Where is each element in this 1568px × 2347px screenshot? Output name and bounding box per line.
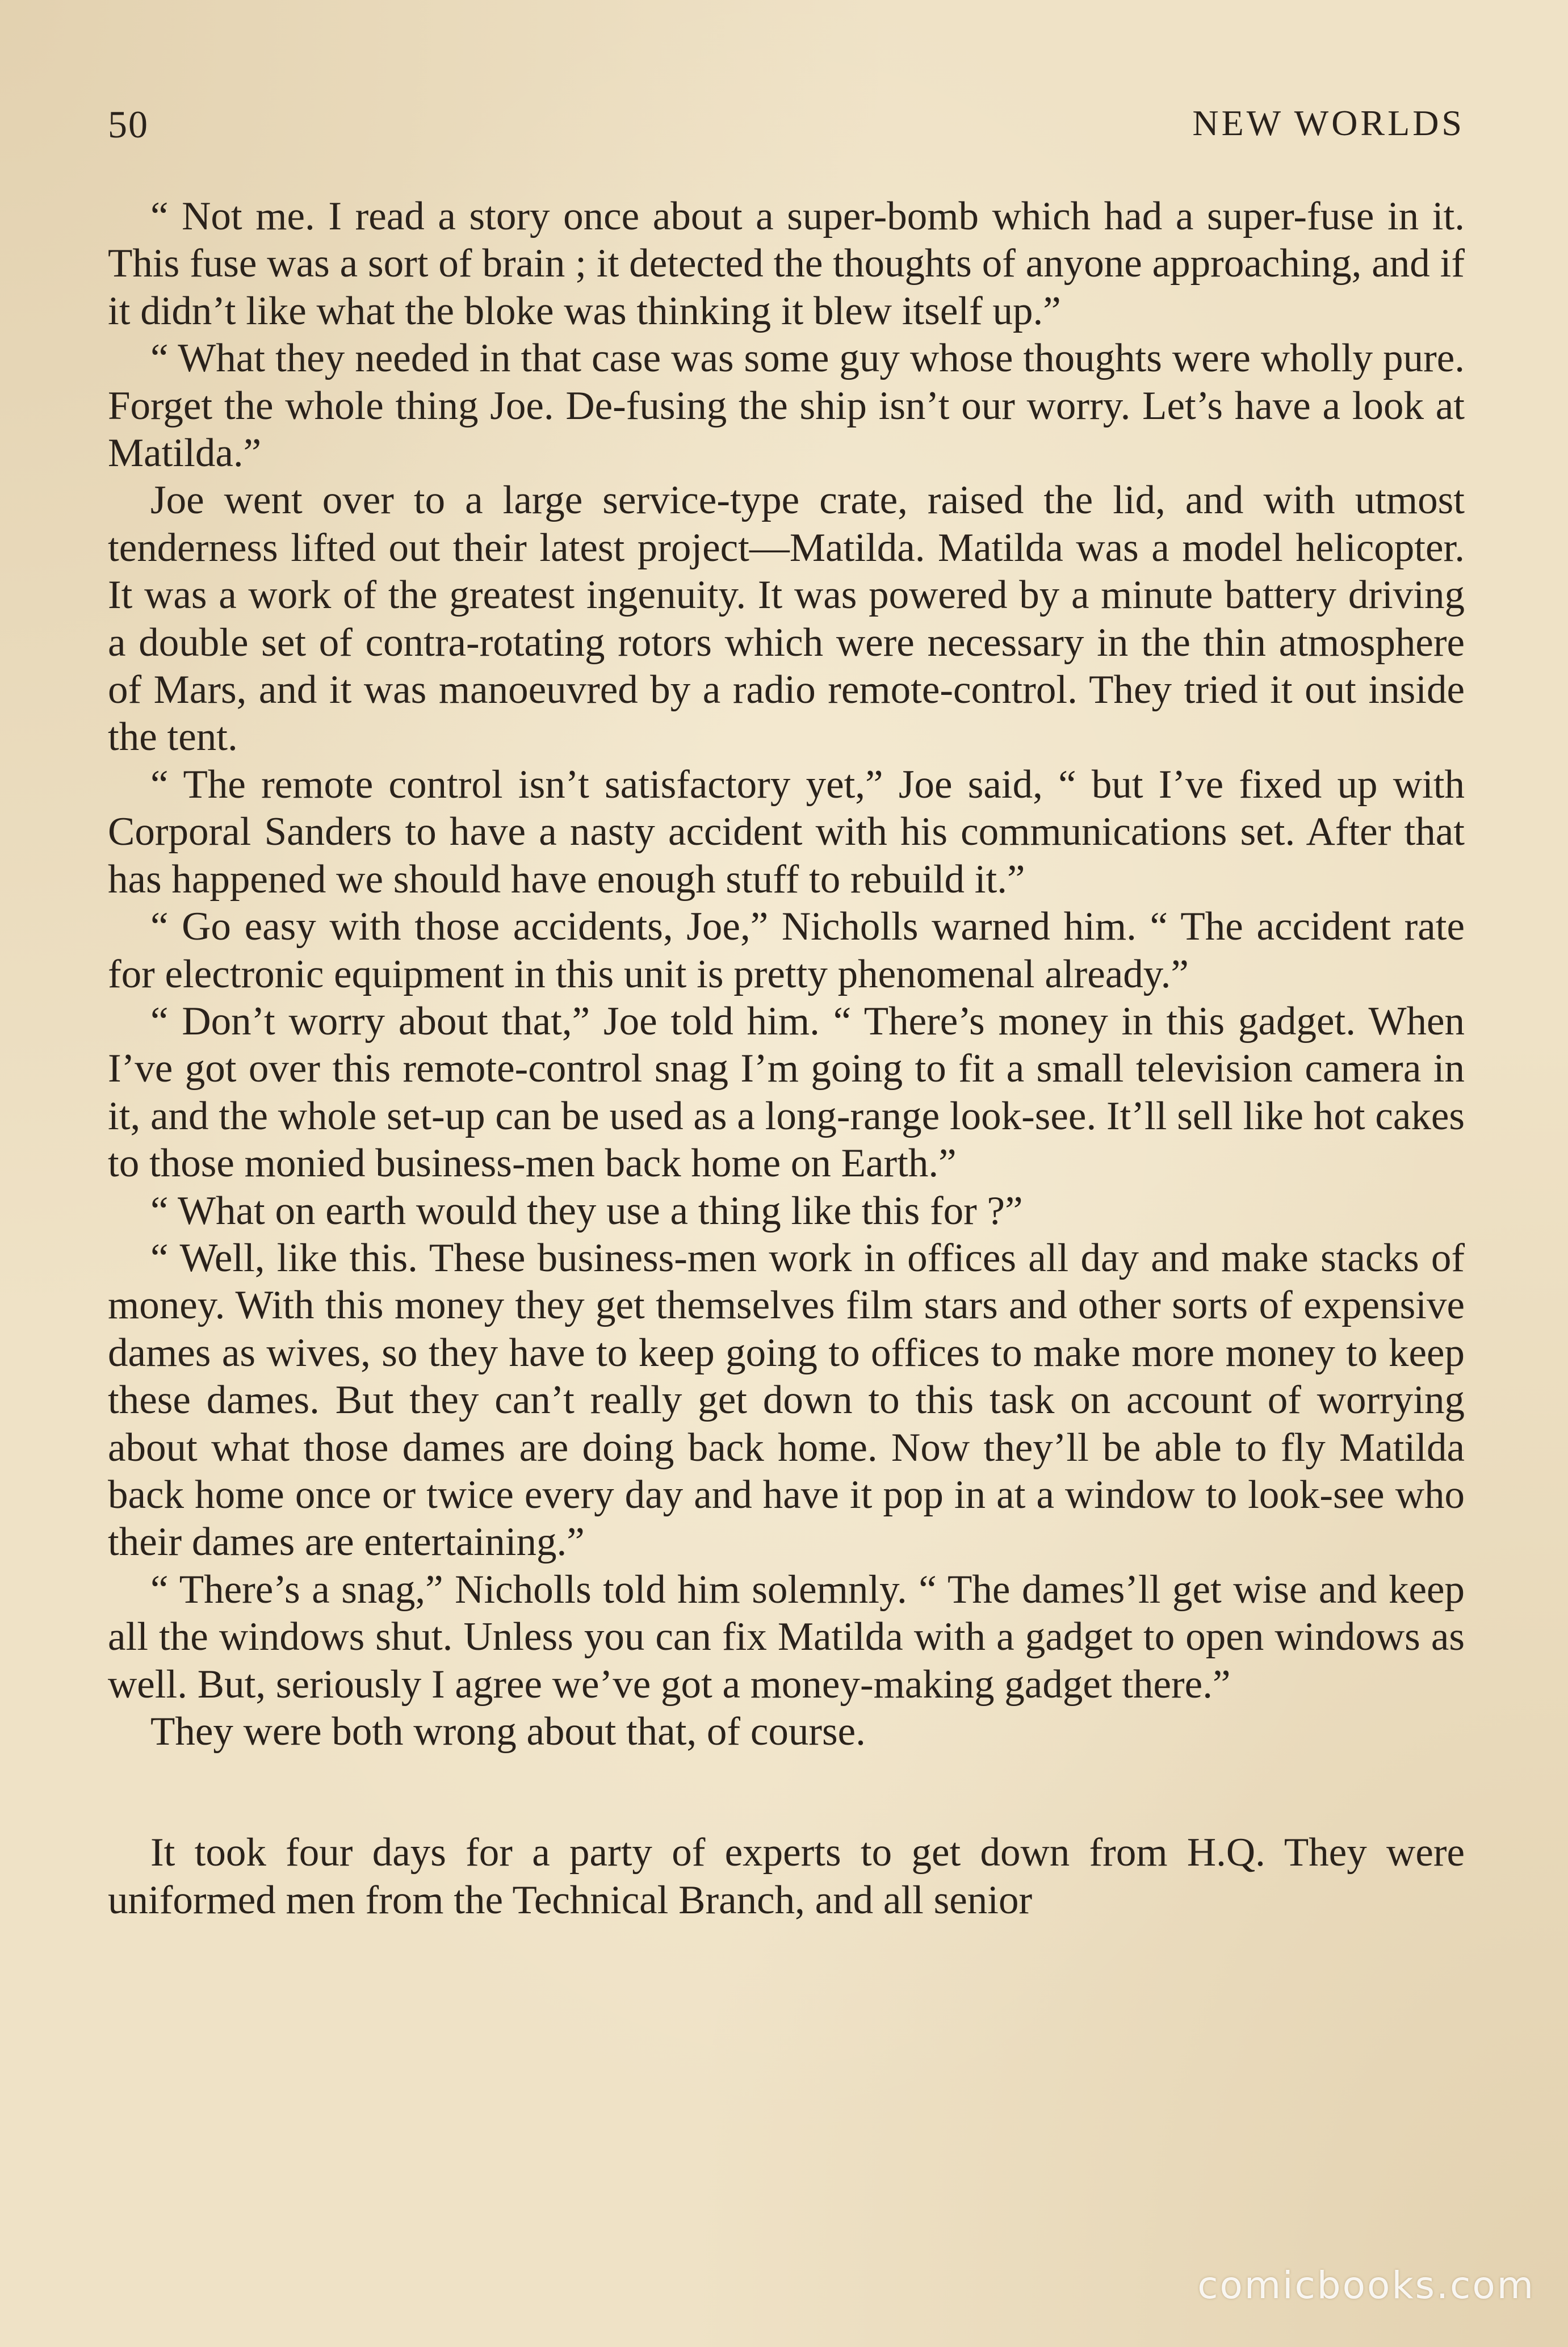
paragraph-four-days: It took four days for a party of experts to get down from H.Q. They were uniformed men from the Technical Branch, and all senior [108, 1830, 1465, 1922]
running-head [108, 102, 1465, 153]
body-text [108, 193, 1465, 1924]
paragraph-remote-control: “ The remote control isn’t satisfactory yet,” Joe said, “ but I’ve fixed up with Corporal Sanders to have a nasty accident with his communications set. After that has happened we should have enough stuff to rebuild it.” [108, 762, 1465, 902]
paragraph-money-in-gadget: “ Don’t worry about that,” Joe told him. “ There’s money in this gadget. When I’ve got over this remote-control snag I’m going to fit a small television camera in it, and the whole set-up can be used as a long-range look-see. It’ll sell like hot cakes to those monied business-men back home on Earth.” [108, 999, 1465, 1186]
paragraph-accident-rate: “ Go easy with those accidents, Joe,” Nicholls warned him. “ The accident rate for electronic equipment in this unit is pretty phenomenal already.” [108, 904, 1465, 996]
paragraph-snag: “ There’s a snag,” Nicholls told him solemnly. “ The dames’ll get wise and keep all the windows shut. Unless you can fix Matilda with a gadget to open windows as well. But, seriously I agree we’ve got a money-making gadget there.” [108, 1567, 1465, 1707]
paragraph-what-use: “ What on earth would they use a thing like this for ?” [150, 1188, 1023, 1233]
paragraph-super-fuse: “ Not me. I read a story once about a super-bomb which had a super-fuse in it. This fuse was a sort of brain ; it detected the thoughts of anyone approaching, and if it didn’t like what the bloke was thinking it blew itself up.” [108, 194, 1465, 333]
paragraph-business-men: “ Well, like this. These business-men work in offices all day and make stacks of money. With this money they get themselves film stars and other sorts of expensive dames as wives, so they have to keep going to offices to make more money to keep these dames. But they can’t really get down to this task on account of worrying about what those dames are doing back home. Now they’ll be able to fly Matilda back home once or twice every day and have it pop in at a window to look-see who their dames are entertaining.” [108, 1235, 1465, 1565]
paragraph-matilda-helicopter: Joe went over to a large service-type crate, raised the lid, and with utmost tenderness lifted out their latest project—Matilda. Matilda was a model helicopter. It was a work of the greatest ingenuity. It was powered by a minute battery driving a double set of contra-rotating rotors which were necessary in the thin atmosphere of Mars, and it was manoeuvred by a radio remote-control. They tried it out inside the tent. [108, 478, 1465, 760]
site-watermark: comicbooks.com [1197, 2264, 1535, 2307]
page-number: 50 [108, 103, 149, 146]
paragraph-pure-thoughts: “ What they needed in that case was some guy whose thoughts were wholly pure. Forget the whole thing Joe. De-fusing the ship isn’t our worry. Let’s have a look at Matilda.” [108, 336, 1465, 476]
journal-title: NEW WORLDS [1192, 103, 1465, 143]
paragraph-both-wrong: They were both wrong about that, of course. [150, 1709, 866, 1754]
